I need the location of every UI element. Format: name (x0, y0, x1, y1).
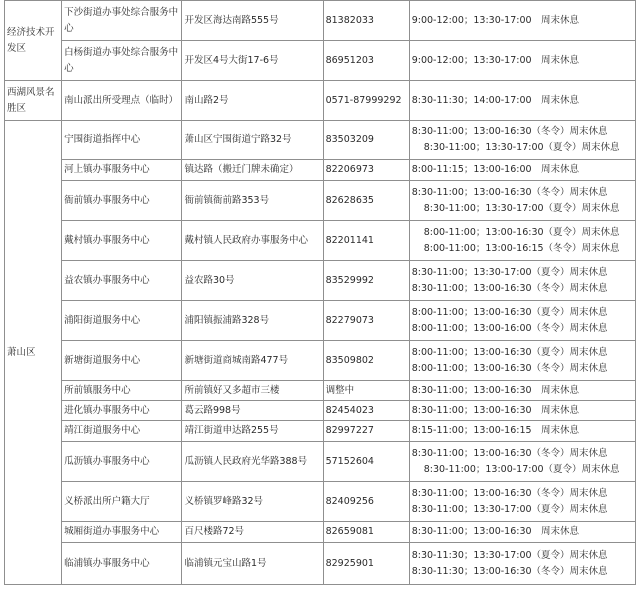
center-cell: 南山派出所受理点（临时） (62, 81, 182, 121)
phone-cell: 83529992 (323, 261, 409, 301)
hours-line: 8:30-11:00；13:00-16:30 周末休息 (411, 384, 580, 396)
hours-line: 8:00-11:00；13:00-16:30（夏令）周末休息 (411, 306, 608, 318)
table-row (5, 81, 636, 121)
phone-cell: 82659081 (323, 522, 409, 543)
center-cell: 义桥派出所户籍大厅 (62, 482, 182, 522)
address-cell: 开发区海达南路555号 (182, 1, 323, 41)
hours-line: 8:30-11:30；13:00-16:30（冬令）周末休息 (411, 565, 608, 577)
hours-line: 8:00-11:00；13:00-16:30（夏令）周末休息 (423, 226, 620, 238)
center-cell: 进化镇办事服务中心 (62, 401, 182, 421)
district-cell: 西湖风景名胜区 (5, 81, 62, 121)
hours-line: 9:00-12:00；13:30-17:00 周末休息 (411, 14, 580, 26)
address-cell: 镇达路（搬迁门牌未确定） (182, 160, 323, 181)
address-cell: 南山路2号 (182, 81, 323, 121)
phone-cell: 82454023 (323, 401, 409, 421)
phone-cell: 83509802 (323, 341, 409, 381)
address-cell: 开发区4号大街17-6号 (182, 41, 323, 81)
phone-cell: 82279073 (323, 301, 409, 341)
hours-cell (409, 121, 635, 160)
center-cell: 瓜沥镇办事服务中心 (62, 442, 182, 482)
table-row (5, 1, 636, 41)
center-cell: 所前镇服务中心 (62, 381, 182, 401)
hours-line: 8:30-11:00；13:30-17:00（夏令）周末休息 (423, 142, 620, 153)
hours-line: 8:30-11:00；13:00-16:30 周末休息 (411, 404, 580, 416)
address-cell: 浦阳镇振浦路328号 (182, 301, 323, 341)
hours-line: 8:00-11:00；13:00-16:15（冬令）周末休息 (423, 242, 620, 254)
center-cell: 靖江街道服务中心 (62, 421, 182, 442)
hours-cell (409, 442, 635, 482)
hours-line: 8:15-11:00；13:00-16:15 周末休息 (411, 425, 580, 436)
table-row (5, 543, 636, 585)
center-cell: 浦阳街道服务中心 (62, 301, 182, 341)
hours-line: 8:00-11:15；13:00-16:00 周末休息 (411, 164, 580, 175)
phone-cell: 81382033 (323, 1, 409, 41)
table-row (5, 401, 636, 421)
hours-cell (409, 261, 635, 301)
address-cell: 葛云路998号 (182, 401, 323, 421)
phone-cell: 86951203 (323, 41, 409, 81)
hours-cell (409, 341, 635, 381)
address-cell: 瓜沥镇人民政府光华路388号 (182, 442, 323, 482)
phone-cell: 82628635 (323, 181, 409, 221)
hours-line: 8:30-11:00；13:00-16:30 周末休息 (411, 526, 580, 537)
hours-cell (409, 522, 635, 543)
address-cell: 益农路30号 (182, 261, 323, 301)
hours-cell (409, 160, 635, 181)
hours-cell (409, 401, 635, 421)
center-cell: 益农镇办事服务中心 (62, 261, 182, 301)
hours-line: 8:30-11:00；13:30-17:00（夏令）周末休息 (423, 202, 620, 214)
address-cell: 临浦镇元宝山路1号 (182, 543, 323, 585)
hours-line: 9:00-12:00；13:30-17:00 周末休息 (411, 54, 580, 66)
center-cell: 宁围街道指挥中心 (62, 121, 182, 160)
hours-cell (409, 543, 635, 585)
table-row (5, 41, 636, 81)
phone-cell: 83503209 (323, 121, 409, 160)
hours-cell (409, 301, 635, 341)
hours-line: 8:00-11:00；13:00-16:30（冬令）周末休息 (411, 362, 608, 374)
table-row (5, 341, 636, 381)
table-row (5, 482, 636, 522)
address-cell: 衙前镇衙前路353号 (182, 181, 323, 221)
hours-line: 8:30-11:00；13:00-17:00（夏令）周末休息 (423, 463, 620, 475)
hours-line: 8:30-11:00；13:00-16:30（冬令）周末休息 (411, 126, 608, 137)
address-cell: 萧山区宁围街道宁路32号 (182, 121, 323, 160)
hours-line: 8:30-11:30；13:30-17:00（夏令）周末休息 (411, 549, 608, 561)
phone-cell: 82925901 (323, 543, 409, 585)
hours-cell (409, 221, 635, 261)
center-cell: 戴村镇办事服务中心 (62, 221, 182, 261)
address-cell: 靖江街道申达路255号 (182, 421, 323, 442)
phone-cell: 调整中 (323, 381, 409, 401)
phone-cell: 82201141 (323, 221, 409, 261)
service-center-table (4, 0, 636, 585)
hours-line: 8:00-11:00；13:00-16:30（夏令）周末休息 (411, 346, 608, 358)
address-cell: 百尺楼路72号 (182, 522, 323, 543)
hours-line: 8:30-11:30；14:00-17:00 周末休息 (411, 94, 580, 106)
center-cell: 白杨街道办事处综合服务中心 (62, 41, 182, 81)
table-row (5, 442, 636, 482)
hours-line: 8:30-11:00；13:30-17:00（夏令）周末休息 (411, 266, 608, 278)
phone-cell: 82206973 (323, 160, 409, 181)
table-row (5, 121, 636, 160)
hours-line: 8:30-11:00；13:00-16:30（冬令）周末休息 (411, 487, 608, 499)
hours-cell (409, 381, 635, 401)
address-cell: 所前镇好又多超市三楼 (182, 381, 323, 401)
phone-cell: 0571-87999292 (323, 81, 409, 121)
table-row (5, 221, 636, 261)
hours-line: 8:00-11:00；13:00-16:00（冬令）周末休息 (411, 322, 608, 334)
hours-cell (409, 421, 635, 442)
phone-cell: 57152604 (323, 442, 409, 482)
phone-cell: 82409256 (323, 482, 409, 522)
hours-cell (409, 81, 635, 121)
address-cell: 新塘街道商城南路477号 (182, 341, 323, 381)
hours-cell (409, 482, 635, 522)
hours-cell (409, 41, 635, 81)
hours-cell (409, 181, 635, 221)
hours-cell (409, 1, 635, 41)
table-row (5, 381, 636, 401)
table-row (5, 421, 636, 442)
phone-cell: 82997227 (323, 421, 409, 442)
center-cell: 下沙街道办事处综合服务中心 (62, 1, 182, 41)
table-row (5, 301, 636, 341)
hours-line: 8:30-11:00；13:30-17:00（夏令）周末休息 (411, 503, 608, 515)
table-row (5, 181, 636, 221)
district-cell: 萧山区 (5, 121, 62, 585)
table-row (5, 522, 636, 543)
center-cell: 新塘街道服务中心 (62, 341, 182, 381)
center-cell: 城厢街道办事服务中心 (62, 522, 182, 543)
address-cell: 戴村镇人民政府办事服务中心 (182, 221, 323, 261)
hours-line: 8:30-11:00；13:00-16:30（冬令）周末休息 (411, 282, 608, 294)
center-cell: 河上镇办事服务中心 (62, 160, 182, 181)
center-cell: 衙前镇办事服务中心 (62, 181, 182, 221)
hours-line: 8:30-11:00；13:00-16:30（冬令）周末休息 (411, 186, 608, 198)
address-cell: 义桥镇罗峰路32号 (182, 482, 323, 522)
table-row (5, 160, 636, 181)
center-cell: 临浦镇办事服务中心 (62, 543, 182, 585)
table-row (5, 261, 636, 301)
district-cell: 经济技术开发区 (5, 1, 62, 81)
hours-line: 8:30-11:00；13:00-16:30（冬令）周末休息 (411, 447, 608, 459)
